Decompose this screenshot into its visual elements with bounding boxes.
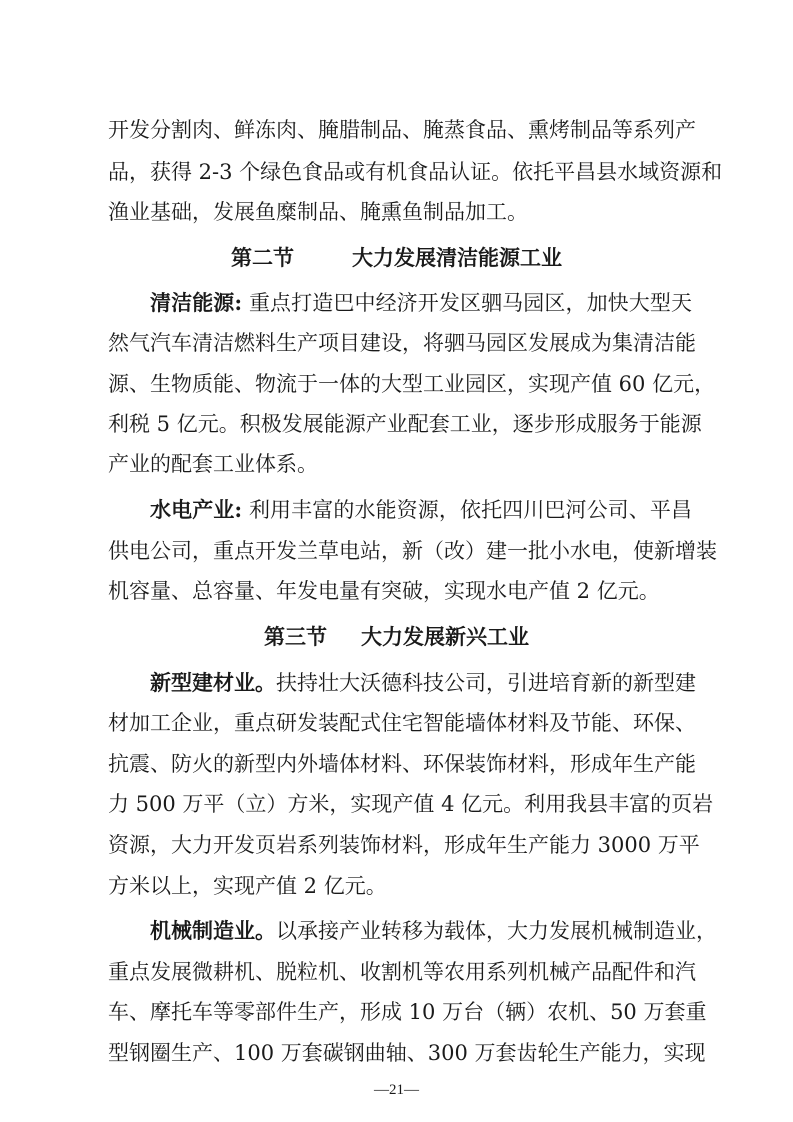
paragraph-line: 重点发展微耕机、脱粒机、收割机等农用系列机械产品配件和汽 (108, 960, 696, 984)
paragraph-line: 渔业基础，发展鱼糜制品、腌熏鱼制品加工。 (108, 200, 528, 224)
section-title: 大力发展清洁能源工业 (352, 245, 562, 270)
paragraph-line (150, 670, 696, 696)
paragraph-line: 资源，大力开发页岩系列装饰材料，形成年生产能力 3000 万平 (108, 833, 700, 857)
paragraph-line: 开发分割肉、鲜冻肉、腌腊制品、腌蒸食品、熏烤制品等系列产 (108, 118, 696, 142)
paragraph-line: 然气汽车清洁燃料生产项目建设，将驷马园区发展成为集清洁能 (108, 331, 696, 355)
paragraph-lead: 新型建材业。 (150, 670, 276, 695)
section-title: 大力发展新兴工业 (361, 624, 529, 649)
section-number: 第三节 (264, 624, 327, 649)
paragraph-line: 源、生物质能、物流于一体的大型工业园区，实现产值 60 亿元， (108, 372, 716, 396)
paragraph-line: 品，获得 2-3 个绿色食品或有机食品认证。依托平昌县水域资源和 (108, 160, 723, 184)
paragraph-lead: 清洁能源: (150, 290, 243, 315)
section-heading (0, 245, 793, 271)
paragraph-line: 抗震、防火的新型内外墙体材料、环保装饰材料，形成年生产能 (108, 752, 696, 776)
paragraph-line: 供电公司，重点开发兰草电站，新（改）建一批小水电，使新增装 (108, 539, 717, 563)
line-text: 扶持壮大沃德科技公司，引进培育新的新型建 (276, 671, 696, 695)
paragraph-line (150, 918, 717, 944)
paragraph-line: 材加工企业，重点研发装配式住宅智能墙体材料及节能、环保、 (108, 711, 696, 735)
paragraph-line: 利税 5 亿元。积极发展能源产业配套工业，逐步形成服务于能源 (108, 412, 702, 436)
paragraph-line: 机容量、总容量、年发电量有突破，实现水电产值 2 亿元。 (108, 579, 660, 603)
paragraph-lead: 水电产业: (150, 497, 243, 522)
paragraph-line (150, 497, 692, 523)
section-number: 第二节 (231, 245, 294, 270)
paragraph-line: 方米以上，实现产值 2 亿元。 (108, 874, 387, 898)
page-number: —21— (374, 1082, 419, 1098)
line-text: 利用丰富的水能资源，依托四川巴河公司、平昌 (248, 498, 692, 522)
paragraph-line: 型钢圈生产、100 万套碳钢曲轴、300 万套齿轮生产能力，实现 (108, 1041, 706, 1065)
section-heading (0, 624, 793, 650)
line-text: 重点打造巴中经济开发区驷马园区，加快大型天 (248, 291, 692, 315)
paragraph-lead: 机械制造业。 (150, 918, 276, 943)
line-text: 以承接产业转移为载体，大力发展机械制造业， (276, 919, 717, 943)
paragraph-line: 力 500 万平（立）方米，实现产值 4 亿元。利用我县丰富的页岩 (108, 792, 714, 816)
paragraph-line (150, 290, 692, 316)
paragraph-line: 产业的配套工业体系。 (108, 452, 318, 476)
paragraph-line: 车、摩托车等零部件生产，形成 10 万台（辆）农机、50 万套重 (108, 1000, 707, 1024)
